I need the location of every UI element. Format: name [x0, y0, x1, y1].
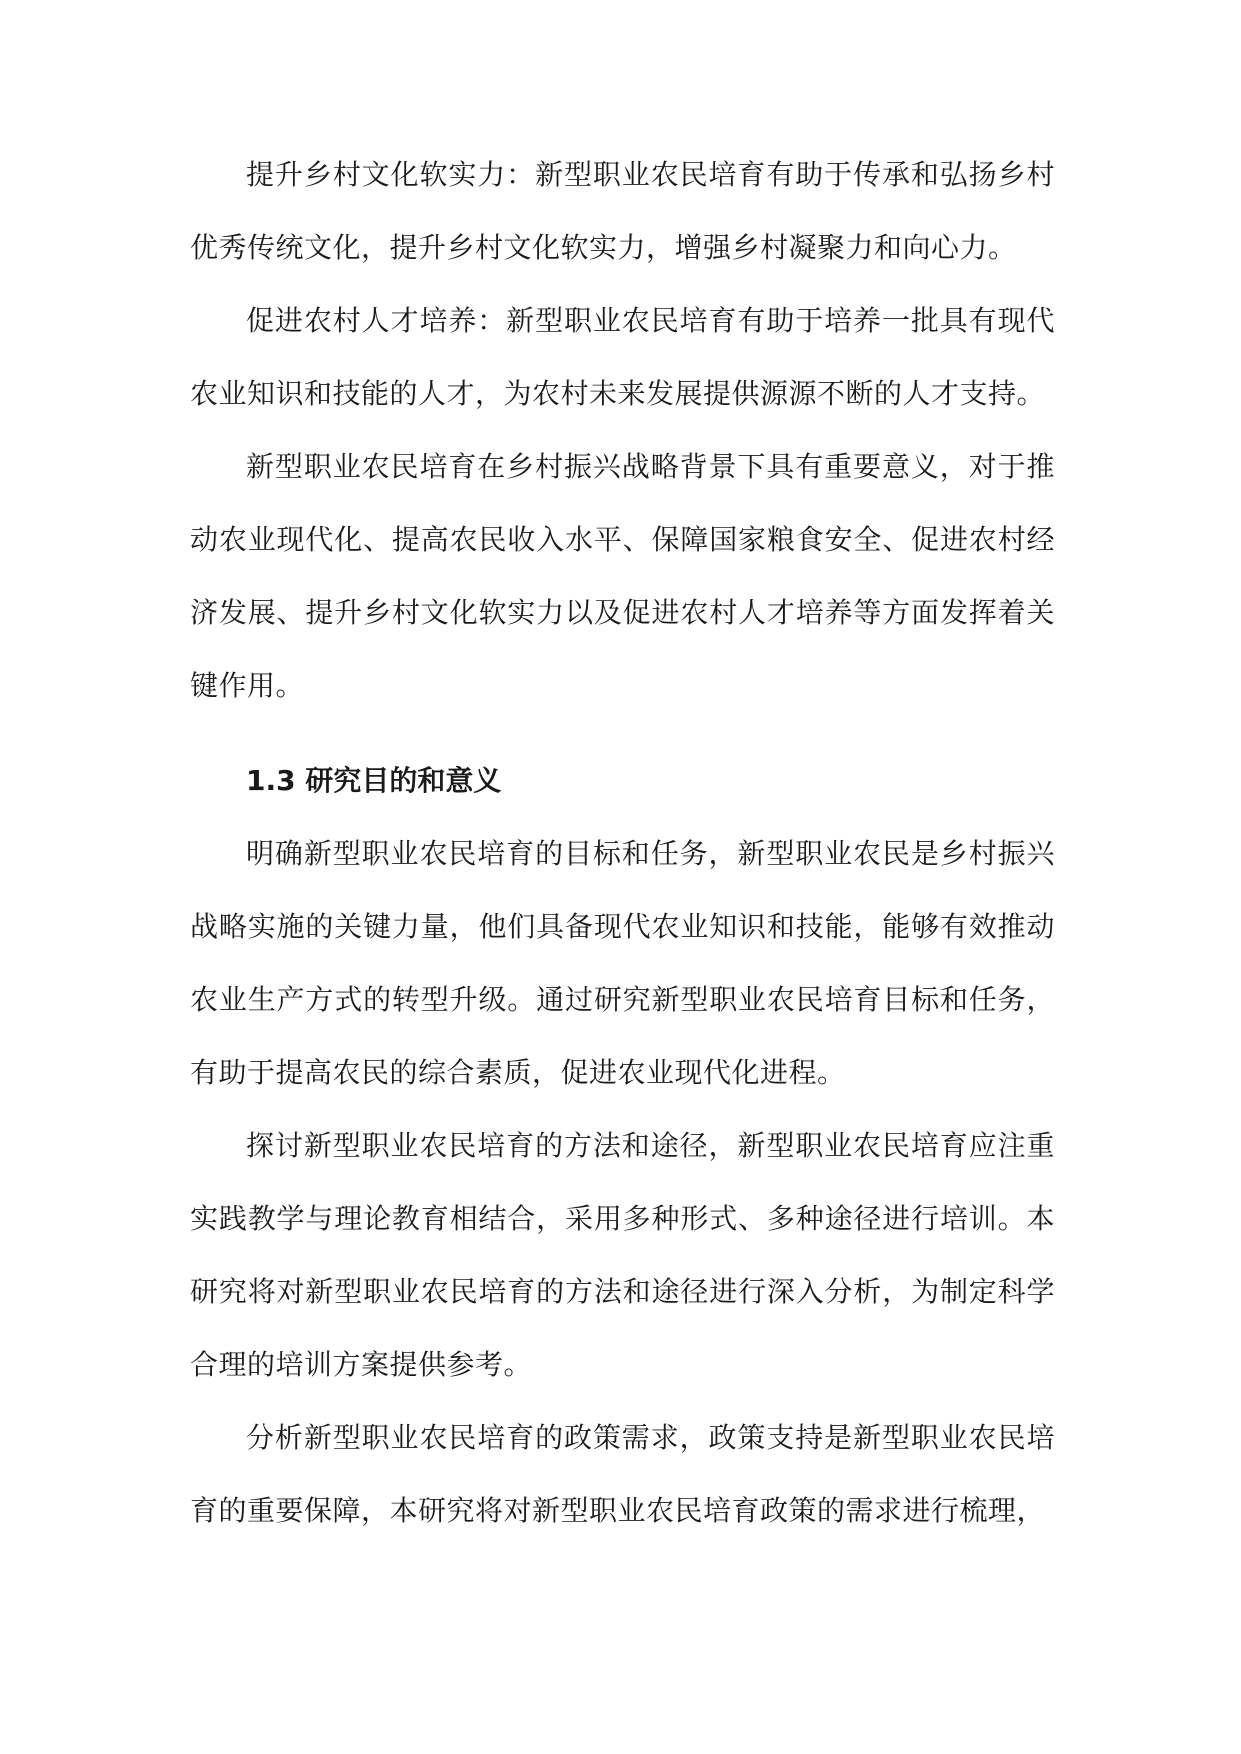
document-body [190, 138, 1055, 1547]
paragraph-policy: 分析新型职业农民培育的政策需求，政策支持是新型职业农民培育的重要保障，本研究将对新型职业农民培育政策的需求进行梳理， [190, 1421, 1055, 1527]
paragraph-summary: 新型职业农民培育在乡村振兴战略背景下具有重要意义，对于推动农业现代化、提高农民收入水平、保障国家粮食安全、促进农村经济发展、提升乡村文化软实力以及促进农村人才培养等方面发挥着关键作用。 [190, 450, 1055, 702]
paragraph-methods: 探讨新型职业农民培育的方法和途径，新型职业农民培育应注重实践教学与理论教育相结合，采用多种形式、多种途径进行培训。本研究将对新型职业农民培育的方法和途径进行深入分析，为制定科学合理的培训方案提供参考。 [190, 1129, 1055, 1381]
paragraph-goals: 明确新型职业农民培育的目标和任务，新型职业农民是乡村振兴战略实施的关键力量，他们具备现代农业知识和技能，能够有效推动农业生产方式的转型升级。通过研究新型职业农民培育目标和任务，有助于提高农民的综合素质，促进农业现代化进程。 [190, 837, 1055, 1089]
paragraph-culture: 提升乡村文化软实力：新型职业农民培育有助于传承和弘扬乡村优秀传统文化，提升乡村文化软实力，增强乡村凝聚力和向心力。 [190, 158, 1055, 264]
section-heading: 1.3 研究目的和意义 [246, 764, 502, 797]
paragraph-talent: 促进农村人才培养：新型职业农民培育有助于培养一批具有现代农业知识和技能的人才，为农村未来发展提供源源不断的人才支持。 [190, 304, 1055, 410]
